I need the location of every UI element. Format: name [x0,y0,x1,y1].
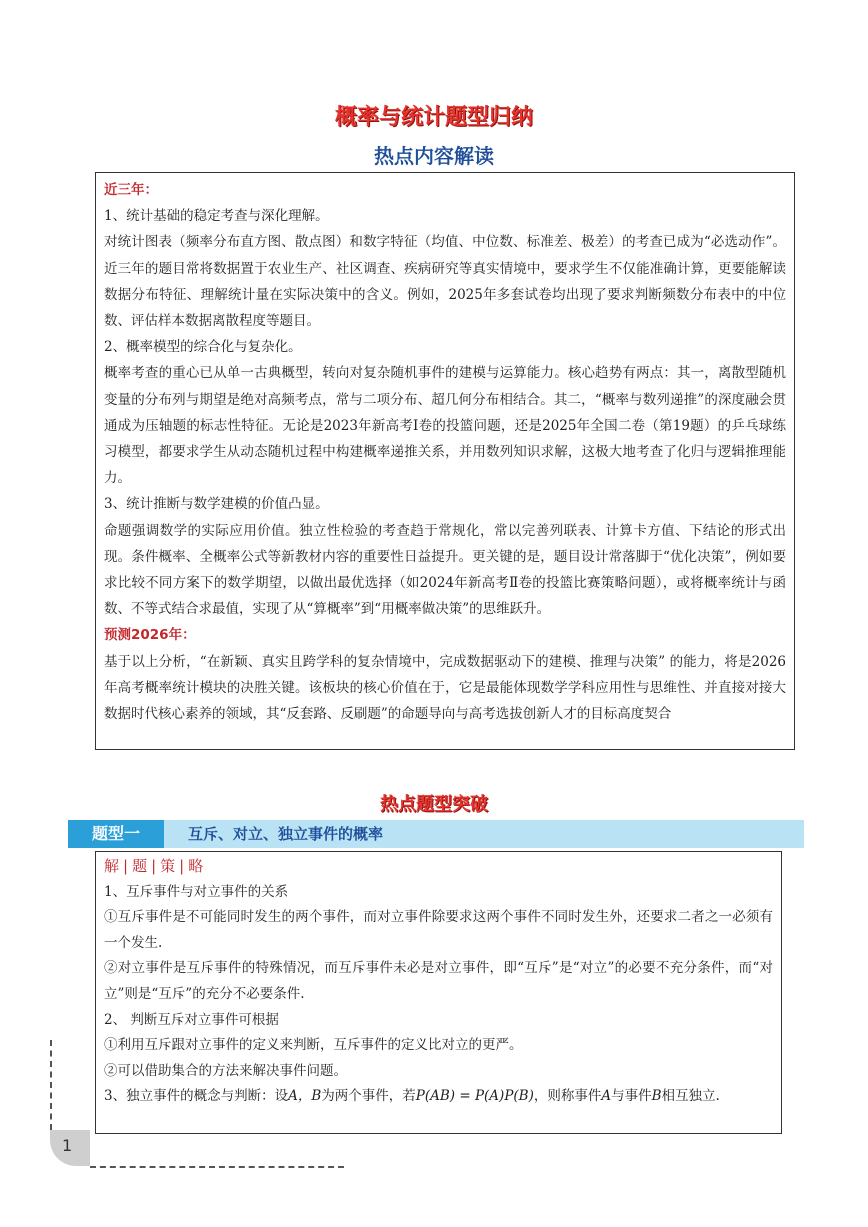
math-fragment: A，B [288,1088,322,1105]
point-2-body: 概率考查的重心已从单一古典概型，转向对复杂随机事件的建模与运算能力。核心趋势有两点：其一，离散型随机变量的分布列与期望是绝对高频考点，常与二项分布、超几何分布相结合。其二，“概率与数列递推”的深度融会贯通成为压轴题的标志性特征。无论是2023年新高考Ⅰ卷的投篮问题，还是2025年全国二卷（第19题）的乒乓球练习模型，都要求学生从动态随机过程中构建概率递推关系，并用数列知识求解，这极大地考查了化归与逻辑推理能力。 [104,365,786,487]
strategy-line: ①互斥事件是不可能同时发生的两个事件，而对立事件除要求这两个事件不同时发生外，还要求二者之一必须有一个发生. [104,909,773,951]
math-formula: P(AB) = P(A)P(B) [415,1088,534,1105]
text-fragment: ，则称事件 [533,1088,602,1105]
independence-definition [104,1084,773,1110]
page-number: 1 [62,1136,73,1155]
section-subtitle: 热点内容解读 [374,144,494,168]
strategy-char: 策 [160,857,177,875]
strategy-char: 解 [104,857,121,875]
forecast-heading: 预测2026年： [104,627,196,644]
strategy-line: 1、互斥事件与对立事件的关系 [104,883,289,900]
page-border-dashed-vertical [50,1040,52,1130]
question-type-tag: 题型一 [68,820,164,848]
strategy-line: 2、 判断互斥对立事件可根据 [104,1011,279,1028]
analysis-box [95,172,795,750]
math-fragment: A [601,1088,612,1105]
page-border-dashed-horizontal [90,1166,344,1168]
strategy-char: 题 [132,857,149,875]
math-fragment: B [651,1088,662,1105]
document-title: 概率与统计题型归纳 [334,105,533,130]
text-fragment: 为两个事件，若 [321,1088,416,1105]
strategy-box [95,851,782,1134]
question-type-bar [68,820,804,848]
hot-topics-heading: 热点题型突破 [380,794,488,815]
text-fragment: 3、独立事件的概念与判断：设 [104,1088,289,1105]
point-2-title: 2、概率模型的综合化与复杂化。 [104,339,302,356]
text-fragment: 与事件 [611,1088,652,1105]
strategy-line: ②对立事件是互斥事件的特殊情况，而互斥事件未必是对立事件，即“互斥”是“对立”的必要不充分条件，而“对立”则是“互斥”的充分不必要条件. [104,960,773,1002]
question-type-title: 互斥、对立、独立事件的概率 [188,825,384,843]
point-3-title: 3、统计推断与数学建模的价值凸显。 [104,496,329,513]
point-1-title: 1、统计基础的稳定考查与深化理解。 [104,208,329,225]
strategy-line: ①利用互斥跟对立事件的定义来判断，互斥事件的定义比对立的更严。 [104,1037,523,1054]
strategy-line: ②可以借助集合的方法来解决事件问题。 [104,1062,347,1079]
recent-years-heading: 近三年： [104,182,158,198]
point-1-body: 对统计图表（频率分布直方图、散点图）和数字特征（均值、中位数、标准差、极差）的考查已成为“必选动作”。近三年的题目常将数据置于农业生产、社区调查、疾病研究等真实情境中，要求学生不仅能准确计算，更要能解读数据分布特征、理解统计量在实际决策中的含义。例如，2025年多套试卷均出现了要求判断频数分布表中的中位数、评估样本数据离散程度等题目。 [104,234,786,330]
point-3-body: 命题强调数学的实际应用价值。独立性检验的考查趋于常规化，常以完善列联表、计算卡方值、下结论的形式出现。条件概率、全概率公式等新教材内容的重要性日益提升。更关键的是，题目设计常落脚于“优化决策”，例如要求比较不同方案下的数学期望，以做出最优选择（如2024年新高考Ⅱ卷的投篮比赛策略问题），或将概率统计与函数、不等式结合求最值，实现了从“算概率”到“用概率做决策”的思维跃升。 [104,522,786,618]
strategy-label: 解 | 题 | 策 | 略 [104,857,205,875]
forecast-body: 基于以上分析，“在新颖、真实且跨学科的复杂情境中，完成数据驱动下的建模、推理与决策” 的能力，将是2026年高考概率统计模块的决胜关键。该板块的核心价值在于，它是最能体现数学学科应用性与思维性、并直接对接大数据时代核心素养的领域，其“反套路、反刷题”的命题导向与高考选拔创新人才的目标高度契合 [104,653,786,723]
text-fragment: 相互独立. [661,1088,720,1105]
strategy-char: 略 [188,857,205,875]
